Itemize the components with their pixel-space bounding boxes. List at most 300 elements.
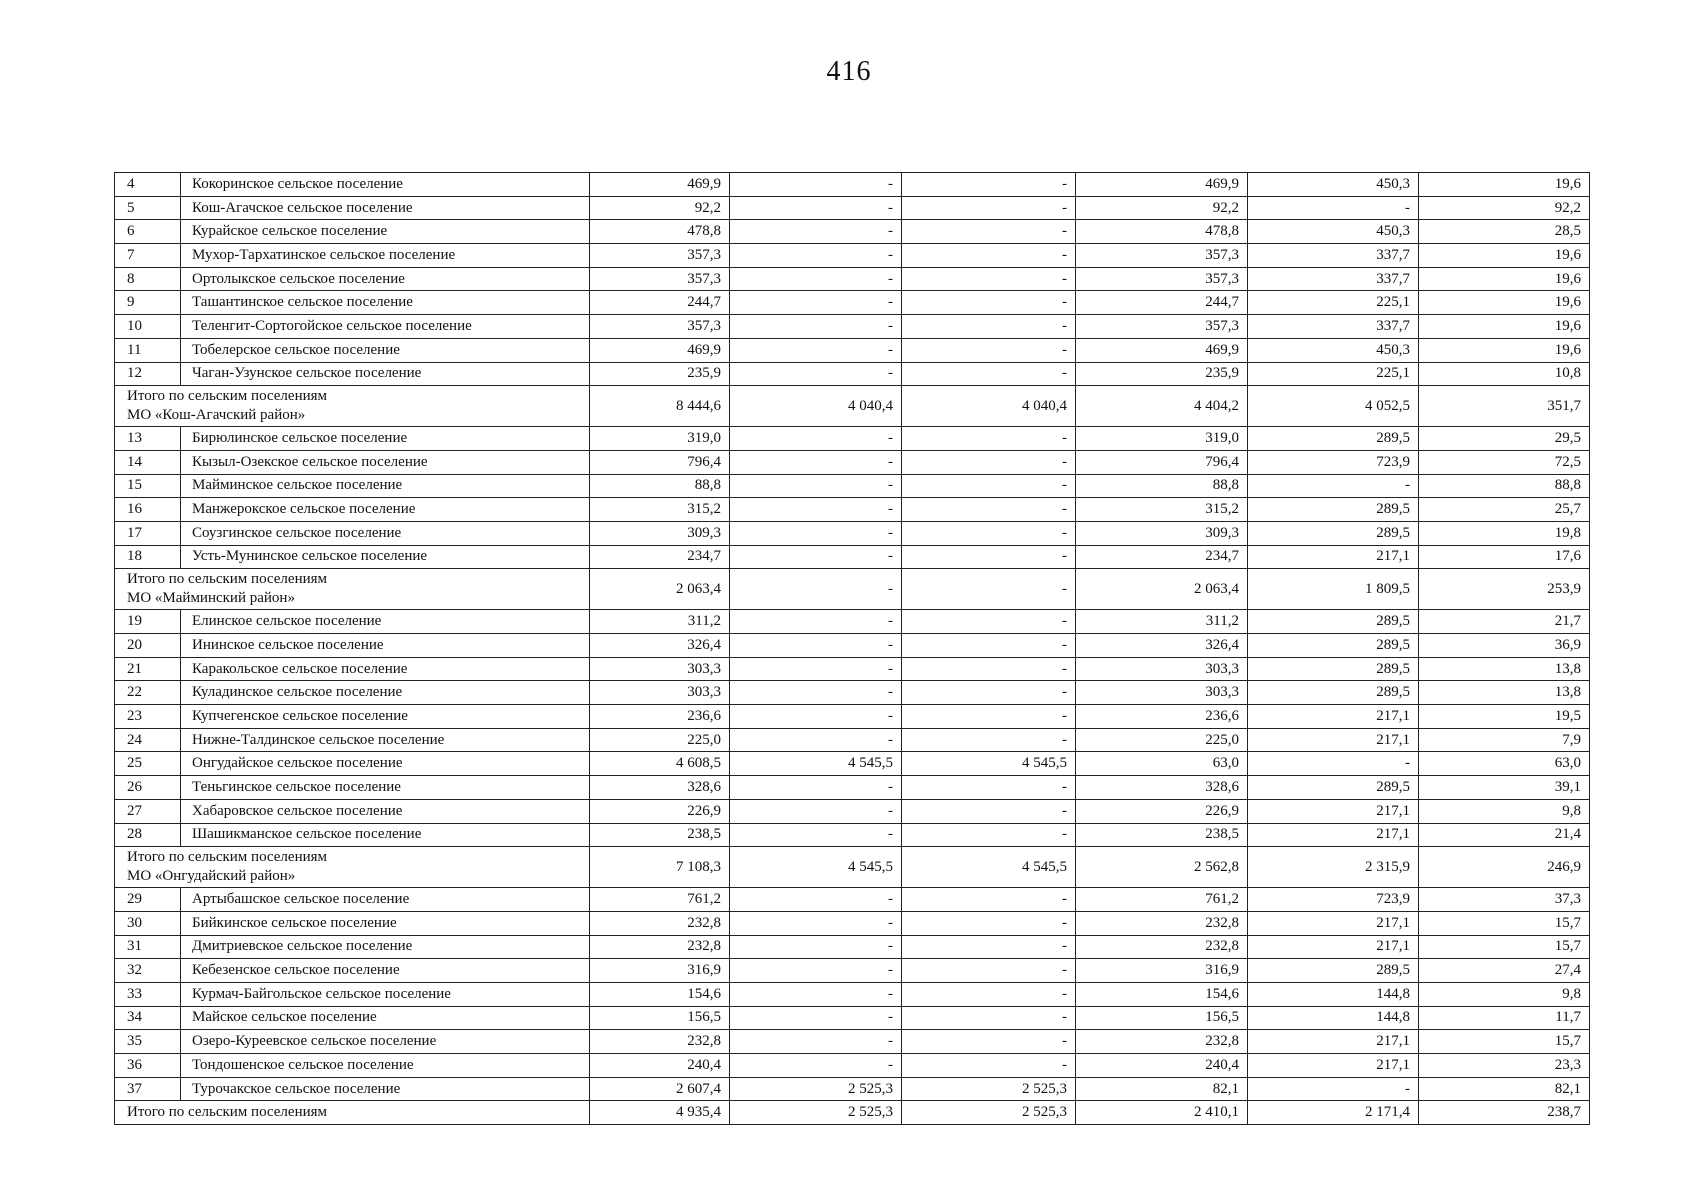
value-cell-v3: 4 545,5: [902, 752, 1076, 776]
settlement-name: Артыбашское сельское поселение: [181, 888, 590, 912]
value-cell-v3: -: [902, 362, 1076, 386]
value-cell-v6: 19,6: [1419, 315, 1590, 339]
value-cell-v3: -: [902, 338, 1076, 362]
row-number: 6: [115, 220, 181, 244]
value-cell-v3: -: [902, 959, 1076, 983]
value-cell-v3: -: [902, 982, 1076, 1006]
subtotal-row: [115, 1101, 1590, 1125]
table-row: [115, 728, 1590, 752]
value-cell-v1: 315,2: [590, 498, 730, 522]
value-cell-v1: 236,6: [590, 705, 730, 729]
settlement-name: Кызыл-Озекское сельское поселение: [181, 450, 590, 474]
value-cell-v1: 244,7: [590, 291, 730, 315]
value-cell-v3: 2 525,3: [902, 1077, 1076, 1101]
value-cell-v4: 478,8: [1076, 220, 1248, 244]
table-row: [115, 888, 1590, 912]
value-cell-v5: 337,7: [1248, 315, 1419, 339]
value-cell-v1: 238,5: [590, 823, 730, 847]
value-cell-v4: 240,4: [1076, 1054, 1248, 1078]
row-number: 31: [115, 935, 181, 959]
subtotal-label-line2: МО «Кош-Агачский район»: [127, 407, 306, 424]
value-cell-v4: 236,6: [1076, 705, 1248, 729]
value-cell-v2: 4 040,4: [730, 386, 902, 427]
value-cell-v5: 217,1: [1248, 545, 1419, 569]
settlement-name: Дмитриевское сельское поселение: [181, 935, 590, 959]
settlement-name: Курайское сельское поселение: [181, 220, 590, 244]
value-cell-v5: 723,9: [1248, 450, 1419, 474]
row-number: 9: [115, 291, 181, 315]
value-cell-v6: 19,6: [1419, 173, 1590, 197]
settlement-name: Тондошенское сельское поселение: [181, 1054, 590, 1078]
value-cell-v5: 337,7: [1248, 244, 1419, 268]
row-number: 20: [115, 634, 181, 658]
table-row: [115, 362, 1590, 386]
value-cell-v6: 63,0: [1419, 752, 1590, 776]
table-row: [115, 823, 1590, 847]
value-cell-v2: -: [730, 888, 902, 912]
value-cell-v1: 303,3: [590, 657, 730, 681]
value-cell-v3: -: [902, 315, 1076, 339]
settlement-name: Бирюлинское сельское поселение: [181, 427, 590, 451]
row-number: 18: [115, 545, 181, 569]
value-cell-v4: 234,7: [1076, 545, 1248, 569]
value-cell-v1: 7 108,3: [590, 847, 730, 888]
value-cell-v2: -: [730, 1054, 902, 1078]
value-cell-v2: -: [730, 799, 902, 823]
row-number: 7: [115, 244, 181, 268]
value-cell-v4: 232,8: [1076, 935, 1248, 959]
value-cell-v2: -: [730, 705, 902, 729]
value-cell-v4: 232,8: [1076, 911, 1248, 935]
table-row: [115, 1006, 1590, 1030]
table-row: [115, 450, 1590, 474]
value-cell-v4: 82,1: [1076, 1077, 1248, 1101]
value-cell-v6: 19,6: [1419, 244, 1590, 268]
table-row: [115, 911, 1590, 935]
subtotal-label-line2: МО «Онгудайский район»: [127, 868, 296, 885]
row-number: 13: [115, 427, 181, 451]
settlement-name: Теньгинское сельское поселение: [181, 776, 590, 800]
value-cell-v4: 92,2: [1076, 196, 1248, 220]
value-cell-v6: 92,2: [1419, 196, 1590, 220]
value-cell-v6: 253,9: [1419, 569, 1590, 610]
value-cell-v1: 761,2: [590, 888, 730, 912]
subtotal-label: [115, 569, 590, 610]
row-number: 30: [115, 911, 181, 935]
table-row: [115, 982, 1590, 1006]
value-cell-v6: 37,3: [1419, 888, 1590, 912]
settlement-name: Турочакское сельское поселение: [181, 1077, 590, 1101]
value-cell-v3: -: [902, 610, 1076, 634]
value-cell-v6: 13,8: [1419, 681, 1590, 705]
value-cell-v4: 303,3: [1076, 657, 1248, 681]
value-cell-v2: -: [730, 173, 902, 197]
value-cell-v2: -: [730, 681, 902, 705]
subtotal-label-line1: Итого по сельским поселениям: [127, 571, 328, 588]
value-cell-v3: -: [902, 728, 1076, 752]
value-cell-v6: 39,1: [1419, 776, 1590, 800]
value-cell-v1: 309,3: [590, 521, 730, 545]
table-row: [115, 935, 1590, 959]
value-cell-v4: 63,0: [1076, 752, 1248, 776]
value-cell-v6: 19,5: [1419, 705, 1590, 729]
value-cell-v4: 357,3: [1076, 267, 1248, 291]
value-cell-v3: -: [902, 427, 1076, 451]
value-cell-v6: 19,6: [1419, 338, 1590, 362]
table-row: [115, 799, 1590, 823]
value-cell-v6: 88,8: [1419, 474, 1590, 498]
value-cell-v1: 154,6: [590, 982, 730, 1006]
value-cell-v2: -: [730, 196, 902, 220]
row-number: 26: [115, 776, 181, 800]
value-cell-v5: 289,5: [1248, 427, 1419, 451]
value-cell-v5: 217,1: [1248, 823, 1419, 847]
row-number: 22: [115, 681, 181, 705]
value-cell-v1: 4 935,4: [590, 1101, 730, 1125]
table-row: [115, 291, 1590, 315]
value-cell-v5: 289,5: [1248, 521, 1419, 545]
table-body: [115, 173, 1590, 1125]
value-cell-v6: 72,5: [1419, 450, 1590, 474]
value-cell-v3: -: [902, 498, 1076, 522]
value-cell-v1: 328,6: [590, 776, 730, 800]
value-cell-v2: -: [730, 935, 902, 959]
settlement-name: Майское сельское поселение: [181, 1006, 590, 1030]
row-number: 27: [115, 799, 181, 823]
value-cell-v6: 9,8: [1419, 982, 1590, 1006]
table-row: [115, 1054, 1590, 1078]
value-cell-v3: 4 040,4: [902, 386, 1076, 427]
value-cell-v1: 232,8: [590, 935, 730, 959]
settlement-name: Купчегенское сельское поселение: [181, 705, 590, 729]
value-cell-v4: 357,3: [1076, 315, 1248, 339]
row-number: 34: [115, 1006, 181, 1030]
value-cell-v6: 28,5: [1419, 220, 1590, 244]
value-cell-v5: 289,5: [1248, 776, 1419, 800]
value-cell-v4: 4 404,2: [1076, 386, 1248, 427]
table-row: [115, 474, 1590, 498]
value-cell-v2: -: [730, 1006, 902, 1030]
settlement-name: Соузгинское сельское поселение: [181, 521, 590, 545]
value-cell-v4: 88,8: [1076, 474, 1248, 498]
settlement-name: Усть-Мунинское сельское поселение: [181, 545, 590, 569]
value-cell-v5: 289,5: [1248, 657, 1419, 681]
value-cell-v1: 8 444,6: [590, 386, 730, 427]
subtotal-row: [115, 386, 1590, 427]
value-cell-v1: 156,5: [590, 1006, 730, 1030]
value-cell-v6: 9,8: [1419, 799, 1590, 823]
value-cell-v5: 217,1: [1248, 728, 1419, 752]
value-cell-v3: -: [902, 521, 1076, 545]
value-cell-v6: 15,7: [1419, 935, 1590, 959]
value-cell-v2: -: [730, 338, 902, 362]
value-cell-v3: -: [902, 220, 1076, 244]
row-number: 25: [115, 752, 181, 776]
value-cell-v6: 10,8: [1419, 362, 1590, 386]
value-cell-v5: 217,1: [1248, 705, 1419, 729]
value-cell-v2: -: [730, 776, 902, 800]
value-cell-v4: 156,5: [1076, 1006, 1248, 1030]
value-cell-v2: -: [730, 244, 902, 268]
value-cell-v2: -: [730, 427, 902, 451]
value-cell-v4: 2 562,8: [1076, 847, 1248, 888]
value-cell-v6: 17,6: [1419, 545, 1590, 569]
table-row: [115, 1077, 1590, 1101]
subtotal-label: [115, 386, 590, 427]
value-cell-v1: 469,9: [590, 338, 730, 362]
value-cell-v4: 225,0: [1076, 728, 1248, 752]
subtotal-label-line2: МО «Майминский район»: [127, 590, 295, 607]
value-cell-v5: 2 171,4: [1248, 1101, 1419, 1125]
value-cell-v5: 289,5: [1248, 959, 1419, 983]
row-number: 10: [115, 315, 181, 339]
table-row: [115, 959, 1590, 983]
value-cell-v2: -: [730, 610, 902, 634]
value-cell-v4: 357,3: [1076, 244, 1248, 268]
value-cell-v2: -: [730, 569, 902, 610]
value-cell-v5: 450,3: [1248, 220, 1419, 244]
value-cell-v5: 337,7: [1248, 267, 1419, 291]
settlement-name: Нижне-Талдинское сельское поселение: [181, 728, 590, 752]
value-cell-v3: -: [902, 705, 1076, 729]
value-cell-v1: 357,3: [590, 315, 730, 339]
value-cell-v5: -: [1248, 1077, 1419, 1101]
row-number: 35: [115, 1030, 181, 1054]
value-cell-v6: 238,7: [1419, 1101, 1590, 1125]
value-cell-v3: -: [902, 1006, 1076, 1030]
value-cell-v2: 4 545,5: [730, 752, 902, 776]
value-cell-v6: 246,9: [1419, 847, 1590, 888]
value-cell-v3: -: [902, 267, 1076, 291]
value-cell-v3: -: [902, 911, 1076, 935]
settlement-name: Бийкинское сельское поселение: [181, 911, 590, 935]
value-cell-v6: 23,3: [1419, 1054, 1590, 1078]
value-cell-v6: 19,8: [1419, 521, 1590, 545]
value-cell-v3: -: [902, 1054, 1076, 1078]
value-cell-v5: 144,8: [1248, 1006, 1419, 1030]
table-row: [115, 657, 1590, 681]
table-row: [115, 752, 1590, 776]
value-cell-v1: 469,9: [590, 173, 730, 197]
value-cell-v1: 4 608,5: [590, 752, 730, 776]
value-cell-v2: -: [730, 362, 902, 386]
value-cell-v6: 21,4: [1419, 823, 1590, 847]
value-cell-v1: 478,8: [590, 220, 730, 244]
value-cell-v2: -: [730, 959, 902, 983]
value-cell-v1: 316,9: [590, 959, 730, 983]
value-cell-v6: 82,1: [1419, 1077, 1590, 1101]
value-cell-v4: 232,8: [1076, 1030, 1248, 1054]
value-cell-v5: 1 809,5: [1248, 569, 1419, 610]
row-number: 19: [115, 610, 181, 634]
row-number: 36: [115, 1054, 181, 1078]
value-cell-v2: 4 545,5: [730, 847, 902, 888]
value-cell-v4: 235,9: [1076, 362, 1248, 386]
value-cell-v3: -: [902, 569, 1076, 610]
value-cell-v2: -: [730, 982, 902, 1006]
row-number: 14: [115, 450, 181, 474]
value-cell-v6: 13,8: [1419, 657, 1590, 681]
settlement-name: Шашикманское сельское поселение: [181, 823, 590, 847]
value-cell-v2: -: [730, 474, 902, 498]
value-cell-v3: -: [902, 450, 1076, 474]
value-cell-v5: 289,5: [1248, 681, 1419, 705]
subtotal-label-line1: Итого по сельским поселениям: [127, 1104, 328, 1121]
value-cell-v5: -: [1248, 474, 1419, 498]
value-cell-v1: 326,4: [590, 634, 730, 658]
value-cell-v3: -: [902, 823, 1076, 847]
settlement-name: Курмач-Байгольское сельское поселение: [181, 982, 590, 1006]
value-cell-v5: 217,1: [1248, 799, 1419, 823]
settlement-name: Елинское сельское поселение: [181, 610, 590, 634]
row-number: 11: [115, 338, 181, 362]
row-number: 21: [115, 657, 181, 681]
value-cell-v1: 232,8: [590, 1030, 730, 1054]
value-cell-v4: 316,9: [1076, 959, 1248, 983]
value-cell-v2: -: [730, 291, 902, 315]
row-number: 23: [115, 705, 181, 729]
table-row: [115, 610, 1590, 634]
settlement-name: Хабаровское сельское поселение: [181, 799, 590, 823]
table-row: [115, 521, 1590, 545]
value-cell-v2: -: [730, 498, 902, 522]
value-cell-v6: 11,7: [1419, 1006, 1590, 1030]
value-cell-v5: 289,5: [1248, 498, 1419, 522]
table-row: [115, 681, 1590, 705]
row-number: 5: [115, 196, 181, 220]
settlement-name: Майминское сельское поселение: [181, 474, 590, 498]
value-cell-v2: -: [730, 450, 902, 474]
value-cell-v1: 92,2: [590, 196, 730, 220]
value-cell-v1: 796,4: [590, 450, 730, 474]
value-cell-v4: 2 410,1: [1076, 1101, 1248, 1125]
settlement-name: Ининское сельское поселение: [181, 634, 590, 658]
row-number: 29: [115, 888, 181, 912]
value-cell-v1: 240,4: [590, 1054, 730, 1078]
value-cell-v5: 217,1: [1248, 1054, 1419, 1078]
row-number: 8: [115, 267, 181, 291]
settlements-budget-table: [114, 172, 1590, 1125]
settlement-name: Кебезенское сельское поселение: [181, 959, 590, 983]
value-cell-v3: -: [902, 776, 1076, 800]
settlement-name: Ташантинское сельское поселение: [181, 291, 590, 315]
value-cell-v6: 15,7: [1419, 1030, 1590, 1054]
value-cell-v3: -: [902, 196, 1076, 220]
settlement-name: Кокоринское сельское поселение: [181, 173, 590, 197]
value-cell-v5: 723,9: [1248, 888, 1419, 912]
settlement-name: Куладинское сельское поселение: [181, 681, 590, 705]
row-number: 28: [115, 823, 181, 847]
value-cell-v3: -: [902, 657, 1076, 681]
value-cell-v3: 4 545,5: [902, 847, 1076, 888]
value-cell-v5: 4 052,5: [1248, 386, 1419, 427]
value-cell-v1: 303,3: [590, 681, 730, 705]
value-cell-v6: 21,7: [1419, 610, 1590, 634]
value-cell-v3: -: [902, 681, 1076, 705]
settlement-name: Чаган-Узунское сельское поселение: [181, 362, 590, 386]
value-cell-v5: -: [1248, 752, 1419, 776]
row-number: 12: [115, 362, 181, 386]
table-row: [115, 267, 1590, 291]
table-row: [115, 427, 1590, 451]
value-cell-v2: 2 525,3: [730, 1077, 902, 1101]
value-cell-v2: -: [730, 315, 902, 339]
value-cell-v5: 217,1: [1248, 911, 1419, 935]
settlement-name: Мухор-Тархатинское сельское поселение: [181, 244, 590, 268]
value-cell-v5: -: [1248, 196, 1419, 220]
settlement-name: Озеро-Куреевское сельское поселение: [181, 1030, 590, 1054]
value-cell-v4: 796,4: [1076, 450, 1248, 474]
value-cell-v5: 144,8: [1248, 982, 1419, 1006]
value-cell-v4: 761,2: [1076, 888, 1248, 912]
value-cell-v4: 303,3: [1076, 681, 1248, 705]
value-cell-v4: 469,9: [1076, 173, 1248, 197]
settlement-name: Теленгит-Сортогойское сельское поселение: [181, 315, 590, 339]
value-cell-v2: -: [730, 728, 902, 752]
value-cell-v2: -: [730, 545, 902, 569]
value-cell-v1: 357,3: [590, 244, 730, 268]
value-cell-v4: 328,6: [1076, 776, 1248, 800]
settlement-name: Ортолыкское сельское поселение: [181, 267, 590, 291]
value-cell-v6: 36,9: [1419, 634, 1590, 658]
settlement-name: Каракольское сельское поселение: [181, 657, 590, 681]
value-cell-v5: 217,1: [1248, 935, 1419, 959]
value-cell-v3: 2 525,3: [902, 1101, 1076, 1125]
subtotal-label: [115, 1101, 590, 1125]
value-cell-v6: 19,6: [1419, 291, 1590, 315]
value-cell-v2: -: [730, 823, 902, 847]
row-number: 32: [115, 959, 181, 983]
value-cell-v4: 244,7: [1076, 291, 1248, 315]
value-cell-v4: 326,4: [1076, 634, 1248, 658]
value-cell-v6: 15,7: [1419, 911, 1590, 935]
value-cell-v1: 319,0: [590, 427, 730, 451]
table-row: [115, 705, 1590, 729]
table-row: [115, 173, 1590, 197]
value-cell-v1: 357,3: [590, 267, 730, 291]
value-cell-v2: -: [730, 911, 902, 935]
table-row: [115, 498, 1590, 522]
value-cell-v6: 19,6: [1419, 267, 1590, 291]
value-cell-v5: 450,3: [1248, 173, 1419, 197]
value-cell-v3: -: [902, 291, 1076, 315]
row-number: 4: [115, 173, 181, 197]
table-row: [115, 315, 1590, 339]
value-cell-v1: 225,0: [590, 728, 730, 752]
table-row: [115, 196, 1590, 220]
subtotal-label-line1: Итого по сельским поселениям: [127, 388, 328, 405]
value-cell-v4: 315,2: [1076, 498, 1248, 522]
table-row: [115, 338, 1590, 362]
value-cell-v5: 289,5: [1248, 610, 1419, 634]
value-cell-v6: 351,7: [1419, 386, 1590, 427]
table-row: [115, 776, 1590, 800]
value-cell-v1: 234,7: [590, 545, 730, 569]
value-cell-v3: -: [902, 545, 1076, 569]
value-cell-v6: 7,9: [1419, 728, 1590, 752]
value-cell-v3: -: [902, 244, 1076, 268]
table-row: [115, 545, 1590, 569]
value-cell-v6: 29,5: [1419, 427, 1590, 451]
value-cell-v4: 226,9: [1076, 799, 1248, 823]
value-cell-v2: -: [730, 657, 902, 681]
value-cell-v5: 2 315,9: [1248, 847, 1419, 888]
value-cell-v1: 311,2: [590, 610, 730, 634]
subtotal-label: [115, 847, 590, 888]
value-cell-v5: 225,1: [1248, 362, 1419, 386]
row-number: 33: [115, 982, 181, 1006]
subtotal-row: [115, 847, 1590, 888]
